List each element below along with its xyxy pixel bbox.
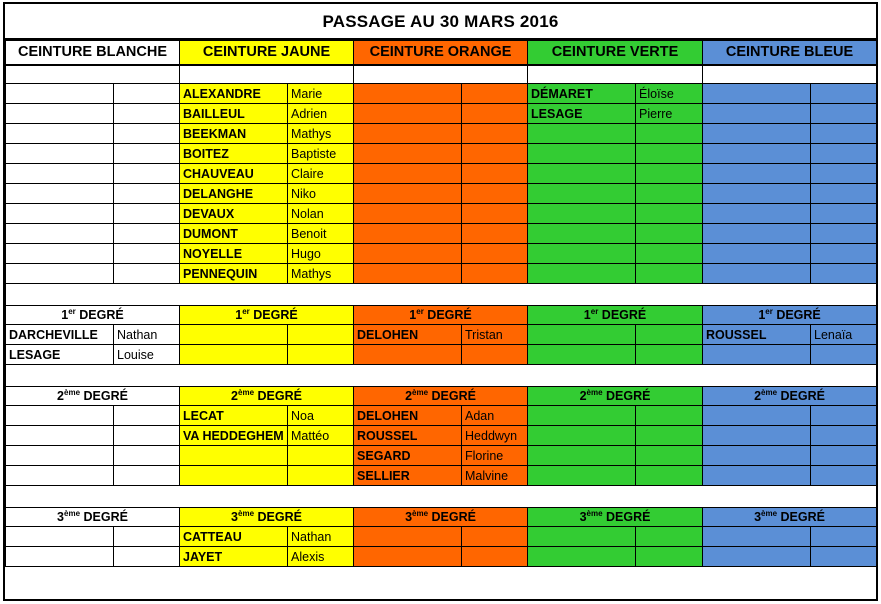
belt-table — [5, 40, 877, 567]
last-name-cell-orange — [354, 345, 462, 365]
first-name-cell-jaune: Nolan — [288, 204, 354, 224]
first-name-cell-verte: Pierre — [636, 104, 703, 124]
last-name-cell-orange — [354, 527, 462, 547]
degree-suffix: er — [590, 306, 599, 316]
first-name-cell-bleue — [811, 264, 877, 284]
first-name-cell-orange — [462, 104, 528, 124]
first-name-cell-bleue — [811, 426, 877, 446]
first-name-cell-verte — [636, 406, 703, 426]
last-name-cell-jaune: ALEXANDRE — [180, 84, 288, 104]
first-name-cell-bleue — [811, 547, 877, 567]
last-name-cell-verte — [528, 466, 636, 486]
degree-header-bleue — [703, 387, 877, 406]
first-name-cell-verte — [636, 124, 703, 144]
first-name-cell-blanche — [114, 547, 180, 567]
degree-number: 1 — [235, 308, 243, 322]
first-name-cell-bleue — [811, 184, 877, 204]
last-name-cell-bleue — [703, 84, 811, 104]
degree-word: DEGRÉ — [776, 308, 821, 322]
degree-student-row — [6, 426, 877, 446]
last-name-cell-jaune: BAILLEUL — [180, 104, 288, 124]
first-name-cell-blanche — [114, 406, 180, 426]
last-name-cell-bleue — [703, 547, 811, 567]
first-name-cell-orange — [462, 164, 528, 184]
first-name-cell-orange: Tristan — [462, 325, 528, 345]
degree-student-row — [6, 345, 877, 365]
last-name-cell-jaune — [180, 446, 288, 466]
degree-number: 3 — [57, 510, 64, 524]
degree-suffix: er — [765, 306, 773, 316]
section-spacer — [6, 365, 877, 387]
first-name-cell-jaune: Adrien — [288, 104, 354, 124]
degree-suffix: er — [416, 306, 424, 316]
belt-header-bleue: CEINTURE BLEUE — [703, 41, 877, 65]
last-name-cell-jaune: PENNEQUIN — [180, 264, 288, 284]
degree-header-row — [6, 508, 877, 527]
student-row — [6, 84, 877, 104]
last-name-cell-orange — [354, 124, 462, 144]
degree-number: 1 — [758, 308, 766, 322]
last-name-cell-verte — [528, 224, 636, 244]
degree-suffix: ème — [412, 387, 429, 397]
student-row — [6, 184, 877, 204]
first-name-cell-verte — [636, 264, 703, 284]
last-name-cell-jaune: CHAUVEAU — [180, 164, 288, 184]
last-name-cell-jaune: VA HEDDEGHEM — [180, 426, 288, 446]
first-name-cell-orange — [462, 84, 528, 104]
degree-student-row — [6, 446, 877, 466]
degree-suffix: ème — [64, 508, 81, 518]
section-spacer — [6, 284, 877, 306]
last-name-cell-blanche — [6, 124, 114, 144]
degree-number: 3 — [754, 510, 762, 524]
blank-cell-orange — [354, 65, 528, 84]
last-name-cell-jaune: BOITEZ — [180, 144, 288, 164]
last-name-cell-verte — [528, 406, 636, 426]
first-name-cell-blanche — [114, 204, 180, 224]
degree-word: DEGRÉ — [780, 510, 825, 524]
student-row — [6, 144, 877, 164]
last-name-cell-blanche — [6, 426, 114, 446]
last-name-cell-bleue — [703, 406, 811, 426]
degree-header-row — [6, 387, 877, 406]
first-name-cell-verte — [636, 204, 703, 224]
last-name-cell-orange — [354, 164, 462, 184]
degree-number: 2 — [231, 389, 238, 403]
first-name-cell-blanche — [114, 244, 180, 264]
student-row — [6, 204, 877, 224]
first-name-cell-bleue — [811, 104, 877, 124]
degree-suffix: ème — [412, 508, 429, 518]
last-name-cell-blanche — [6, 104, 114, 124]
degree-suffix: er — [68, 306, 76, 316]
degree-word: DEGRÉ — [257, 389, 302, 403]
student-row — [6, 244, 877, 264]
blank-cell-verte — [528, 65, 703, 84]
first-name-cell-orange — [462, 224, 528, 244]
last-name-cell-bleue — [703, 466, 811, 486]
first-name-cell-bleue — [811, 164, 877, 184]
degree-number: 2 — [57, 389, 64, 403]
degree-header-orange — [354, 387, 528, 406]
degree-word: DEGRÉ — [431, 389, 476, 403]
first-name-cell-blanche — [114, 104, 180, 124]
first-name-cell-jaune: Noa — [288, 406, 354, 426]
last-name-cell-verte — [528, 426, 636, 446]
last-name-cell-jaune: JAYET — [180, 547, 288, 567]
first-name-cell-jaune: Claire — [288, 164, 354, 184]
degree-student-row — [6, 406, 877, 426]
last-name-cell-bleue — [703, 184, 811, 204]
last-name-cell-jaune: DELANGHE — [180, 184, 288, 204]
degree-student-row — [6, 547, 877, 567]
degree-student-row — [6, 325, 877, 345]
last-name-cell-orange — [354, 144, 462, 164]
degree-number: 2 — [579, 389, 587, 403]
degree-word: DEGRÉ — [83, 389, 128, 403]
first-name-cell-orange: Heddwyn — [462, 426, 528, 446]
last-name-cell-blanche — [6, 527, 114, 547]
last-name-cell-orange — [354, 104, 462, 124]
degree-header-verte — [528, 306, 703, 325]
degree-header-blanche — [6, 306, 180, 325]
last-name-cell-orange — [354, 204, 462, 224]
grading-sheet — [3, 2, 878, 601]
last-name-cell-verte — [528, 184, 636, 204]
first-name-cell-verte — [636, 446, 703, 466]
degree-header-jaune — [180, 508, 354, 527]
section-spacer — [6, 486, 877, 508]
last-name-cell-verte: DÉMARET — [528, 84, 636, 104]
last-name-cell-jaune: NOYELLE — [180, 244, 288, 264]
student-row — [6, 224, 877, 244]
last-name-cell-orange — [354, 547, 462, 567]
degree-number: 3 — [579, 510, 587, 524]
degree-header-jaune — [180, 387, 354, 406]
first-name-cell-blanche — [114, 264, 180, 284]
first-name-cell-blanche — [114, 426, 180, 446]
last-name-cell-jaune: DEVAUX — [180, 204, 288, 224]
last-name-cell-verte: LESAGE — [528, 104, 636, 124]
first-name-cell-blanche — [114, 164, 180, 184]
first-name-cell-jaune: Benoit — [288, 224, 354, 244]
first-name-cell-bleue — [811, 224, 877, 244]
first-name-cell-orange: Florine — [462, 446, 528, 466]
degree-word: DEGRÉ — [606, 510, 651, 524]
first-name-cell-jaune: Mathys — [288, 124, 354, 144]
first-name-cell-verte — [636, 224, 703, 244]
degree-word: DEGRÉ — [427, 308, 472, 322]
degree-header-orange — [354, 508, 528, 527]
first-name-cell-bleue — [811, 446, 877, 466]
last-name-cell-orange — [354, 264, 462, 284]
last-name-cell-blanche — [6, 406, 114, 426]
last-name-cell-blanche — [6, 466, 114, 486]
last-name-cell-jaune — [180, 325, 288, 345]
last-name-cell-jaune: CATTEAU — [180, 527, 288, 547]
first-name-cell-jaune: Nathan — [288, 527, 354, 547]
first-name-cell-blanche — [114, 527, 180, 547]
last-name-cell-blanche — [6, 84, 114, 104]
degree-suffix: ème — [586, 387, 603, 397]
first-name-cell-blanche: Louise — [114, 345, 180, 365]
blank-row — [6, 65, 877, 84]
last-name-cell-bleue — [703, 345, 811, 365]
first-name-cell-verte — [636, 244, 703, 264]
last-name-cell-verte — [528, 164, 636, 184]
first-name-cell-jaune — [288, 345, 354, 365]
last-name-cell-verte — [528, 527, 636, 547]
first-name-cell-blanche — [114, 466, 180, 486]
first-name-cell-verte — [636, 547, 703, 567]
belt-header-row — [6, 41, 877, 65]
first-name-cell-orange: Adan — [462, 406, 528, 426]
degree-number: 2 — [754, 389, 762, 403]
first-name-cell-orange — [462, 144, 528, 164]
first-name-cell-bleue — [811, 84, 877, 104]
first-name-cell-blanche — [114, 446, 180, 466]
last-name-cell-orange: SEGARD — [354, 446, 462, 466]
degree-suffix: ème — [238, 387, 255, 397]
student-row — [6, 104, 877, 124]
last-name-cell-bleue: ROUSSEL — [703, 325, 811, 345]
last-name-cell-blanche — [6, 164, 114, 184]
degree-suffix: er — [242, 306, 250, 316]
degree-suffix: ème — [64, 387, 81, 397]
last-name-cell-orange — [354, 84, 462, 104]
last-name-cell-bleue — [703, 527, 811, 547]
last-name-cell-bleue — [703, 446, 811, 466]
first-name-cell-jaune: Alexis — [288, 547, 354, 567]
first-name-cell-jaune: Mattéo — [288, 426, 354, 446]
degree-word: DEGRÉ — [606, 389, 651, 403]
degree-word: DEGRÉ — [601, 308, 647, 322]
first-name-cell-orange: Malvine — [462, 466, 528, 486]
belt-header-blanche: CEINTURE BLANCHE — [6, 41, 180, 65]
degree-header-blanche — [6, 387, 180, 406]
last-name-cell-jaune — [180, 345, 288, 365]
degree-suffix: ème — [761, 508, 778, 518]
last-name-cell-jaune: LECAT — [180, 406, 288, 426]
first-name-cell-orange — [462, 244, 528, 264]
first-name-cell-blanche — [114, 224, 180, 244]
last-name-cell-verte — [528, 345, 636, 365]
degree-student-row — [6, 527, 877, 547]
degree-word: DEGRÉ — [780, 389, 825, 403]
belt-header-jaune: CEINTURE JAUNE — [180, 41, 354, 65]
spacer-cell — [6, 365, 877, 387]
first-name-cell-blanche — [114, 84, 180, 104]
last-name-cell-bleue — [703, 426, 811, 446]
last-name-cell-verte — [528, 144, 636, 164]
degree-word: DEGRÉ — [431, 510, 476, 524]
first-name-cell-verte: Éloïse — [636, 84, 703, 104]
last-name-cell-blanche — [6, 446, 114, 466]
last-name-cell-orange — [354, 224, 462, 244]
degree-number: 2 — [405, 389, 413, 403]
first-name-cell-jaune: Baptiste — [288, 144, 354, 164]
last-name-cell-verte — [528, 325, 636, 345]
first-name-cell-jaune: Marie — [288, 84, 354, 104]
first-name-cell-blanche — [114, 124, 180, 144]
degree-number: 1 — [61, 308, 69, 322]
degree-suffix: ème — [238, 508, 255, 518]
degree-number: 3 — [405, 510, 413, 524]
degree-suffix: ème — [586, 508, 603, 518]
first-name-cell-blanche — [114, 144, 180, 164]
first-name-cell-orange — [462, 184, 528, 204]
first-name-cell-bleue — [811, 144, 877, 164]
last-name-cell-orange: SELLIER — [354, 466, 462, 486]
belt-header-verte: CEINTURE VERTE — [528, 41, 703, 65]
first-name-cell-jaune — [288, 325, 354, 345]
blank-cell-blanche — [6, 65, 180, 84]
spacer-cell — [6, 284, 877, 306]
first-name-cell-bleue — [811, 406, 877, 426]
sheet-title: PASSAGE AU 30 MARS 2016 — [5, 4, 876, 40]
last-name-cell-orange: DELOHEN — [354, 406, 462, 426]
degree-header-bleue — [703, 508, 877, 527]
last-name-cell-bleue — [703, 164, 811, 184]
first-name-cell-verte — [636, 345, 703, 365]
first-name-cell-orange — [462, 547, 528, 567]
last-name-cell-blanche: DARCHEVILLE — [6, 325, 114, 345]
first-name-cell-orange — [462, 124, 528, 144]
degree-number: 3 — [231, 510, 238, 524]
degree-header-blanche — [6, 508, 180, 527]
last-name-cell-jaune: BEEKMAN — [180, 124, 288, 144]
first-name-cell-bleue: Lenaïa — [811, 325, 877, 345]
first-name-cell-jaune: Mathys — [288, 264, 354, 284]
last-name-cell-verte — [528, 244, 636, 264]
first-name-cell-orange — [462, 264, 528, 284]
last-name-cell-jaune: DUMONT — [180, 224, 288, 244]
student-row — [6, 164, 877, 184]
degree-header-verte — [528, 387, 703, 406]
last-name-cell-blanche — [6, 184, 114, 204]
degree-header-row — [6, 306, 877, 325]
last-name-cell-orange — [354, 184, 462, 204]
last-name-cell-bleue — [703, 224, 811, 244]
blank-cell-bleue — [703, 65, 877, 84]
belt-header-orange: CEINTURE ORANGE — [354, 41, 528, 65]
last-name-cell-blanche — [6, 224, 114, 244]
last-name-cell-bleue — [703, 104, 811, 124]
degree-word: DEGRÉ — [257, 510, 302, 524]
degree-word: DEGRÉ — [83, 510, 128, 524]
last-name-cell-verte — [528, 547, 636, 567]
last-name-cell-blanche — [6, 547, 114, 567]
last-name-cell-blanche: LESAGE — [6, 345, 114, 365]
first-name-cell-verte — [636, 466, 703, 486]
first-name-cell-orange — [462, 345, 528, 365]
first-name-cell-bleue — [811, 345, 877, 365]
first-name-cell-bleue — [811, 527, 877, 547]
first-name-cell-verte — [636, 426, 703, 446]
last-name-cell-blanche — [6, 144, 114, 164]
first-name-cell-jaune: Hugo — [288, 244, 354, 264]
first-name-cell-jaune: Niko — [288, 184, 354, 204]
degree-header-bleue — [703, 306, 877, 325]
last-name-cell-blanche — [6, 204, 114, 224]
first-name-cell-jaune — [288, 446, 354, 466]
last-name-cell-bleue — [703, 144, 811, 164]
degree-number: 1 — [409, 308, 417, 322]
last-name-cell-verte — [528, 446, 636, 466]
degree-header-verte — [528, 508, 703, 527]
first-name-cell-verte — [636, 144, 703, 164]
first-name-cell-orange — [462, 527, 528, 547]
first-name-cell-bleue — [811, 204, 877, 224]
last-name-cell-verte — [528, 204, 636, 224]
degree-suffix: ème — [761, 387, 778, 397]
first-name-cell-bleue — [811, 244, 877, 264]
last-name-cell-jaune — [180, 466, 288, 486]
degree-header-orange — [354, 306, 528, 325]
first-name-cell-verte — [636, 164, 703, 184]
last-name-cell-verte — [528, 124, 636, 144]
blank-cell-jaune — [180, 65, 354, 84]
degree-number: 1 — [583, 308, 591, 322]
first-name-cell-verte — [636, 184, 703, 204]
first-name-cell-jaune — [288, 466, 354, 486]
last-name-cell-orange: DELOHEN — [354, 325, 462, 345]
first-name-cell-blanche — [114, 184, 180, 204]
last-name-cell-bleue — [703, 204, 811, 224]
last-name-cell-bleue — [703, 264, 811, 284]
first-name-cell-bleue — [811, 124, 877, 144]
first-name-cell-blanche: Nathan — [114, 325, 180, 345]
last-name-cell-orange: ROUSSEL — [354, 426, 462, 446]
last-name-cell-bleue — [703, 244, 811, 264]
last-name-cell-orange — [354, 244, 462, 264]
first-name-cell-verte — [636, 527, 703, 547]
first-name-cell-orange — [462, 204, 528, 224]
table-body — [6, 41, 877, 567]
first-name-cell-bleue — [811, 466, 877, 486]
degree-word: DEGRÉ — [79, 308, 124, 322]
spacer-cell — [6, 486, 877, 508]
last-name-cell-bleue — [703, 124, 811, 144]
degree-student-row — [6, 466, 877, 486]
degree-header-jaune — [180, 306, 354, 325]
last-name-cell-blanche — [6, 244, 114, 264]
last-name-cell-blanche — [6, 264, 114, 284]
last-name-cell-verte — [528, 264, 636, 284]
student-row — [6, 264, 877, 284]
student-row — [6, 124, 877, 144]
first-name-cell-verte — [636, 325, 703, 345]
degree-word: DEGRÉ — [253, 308, 298, 322]
